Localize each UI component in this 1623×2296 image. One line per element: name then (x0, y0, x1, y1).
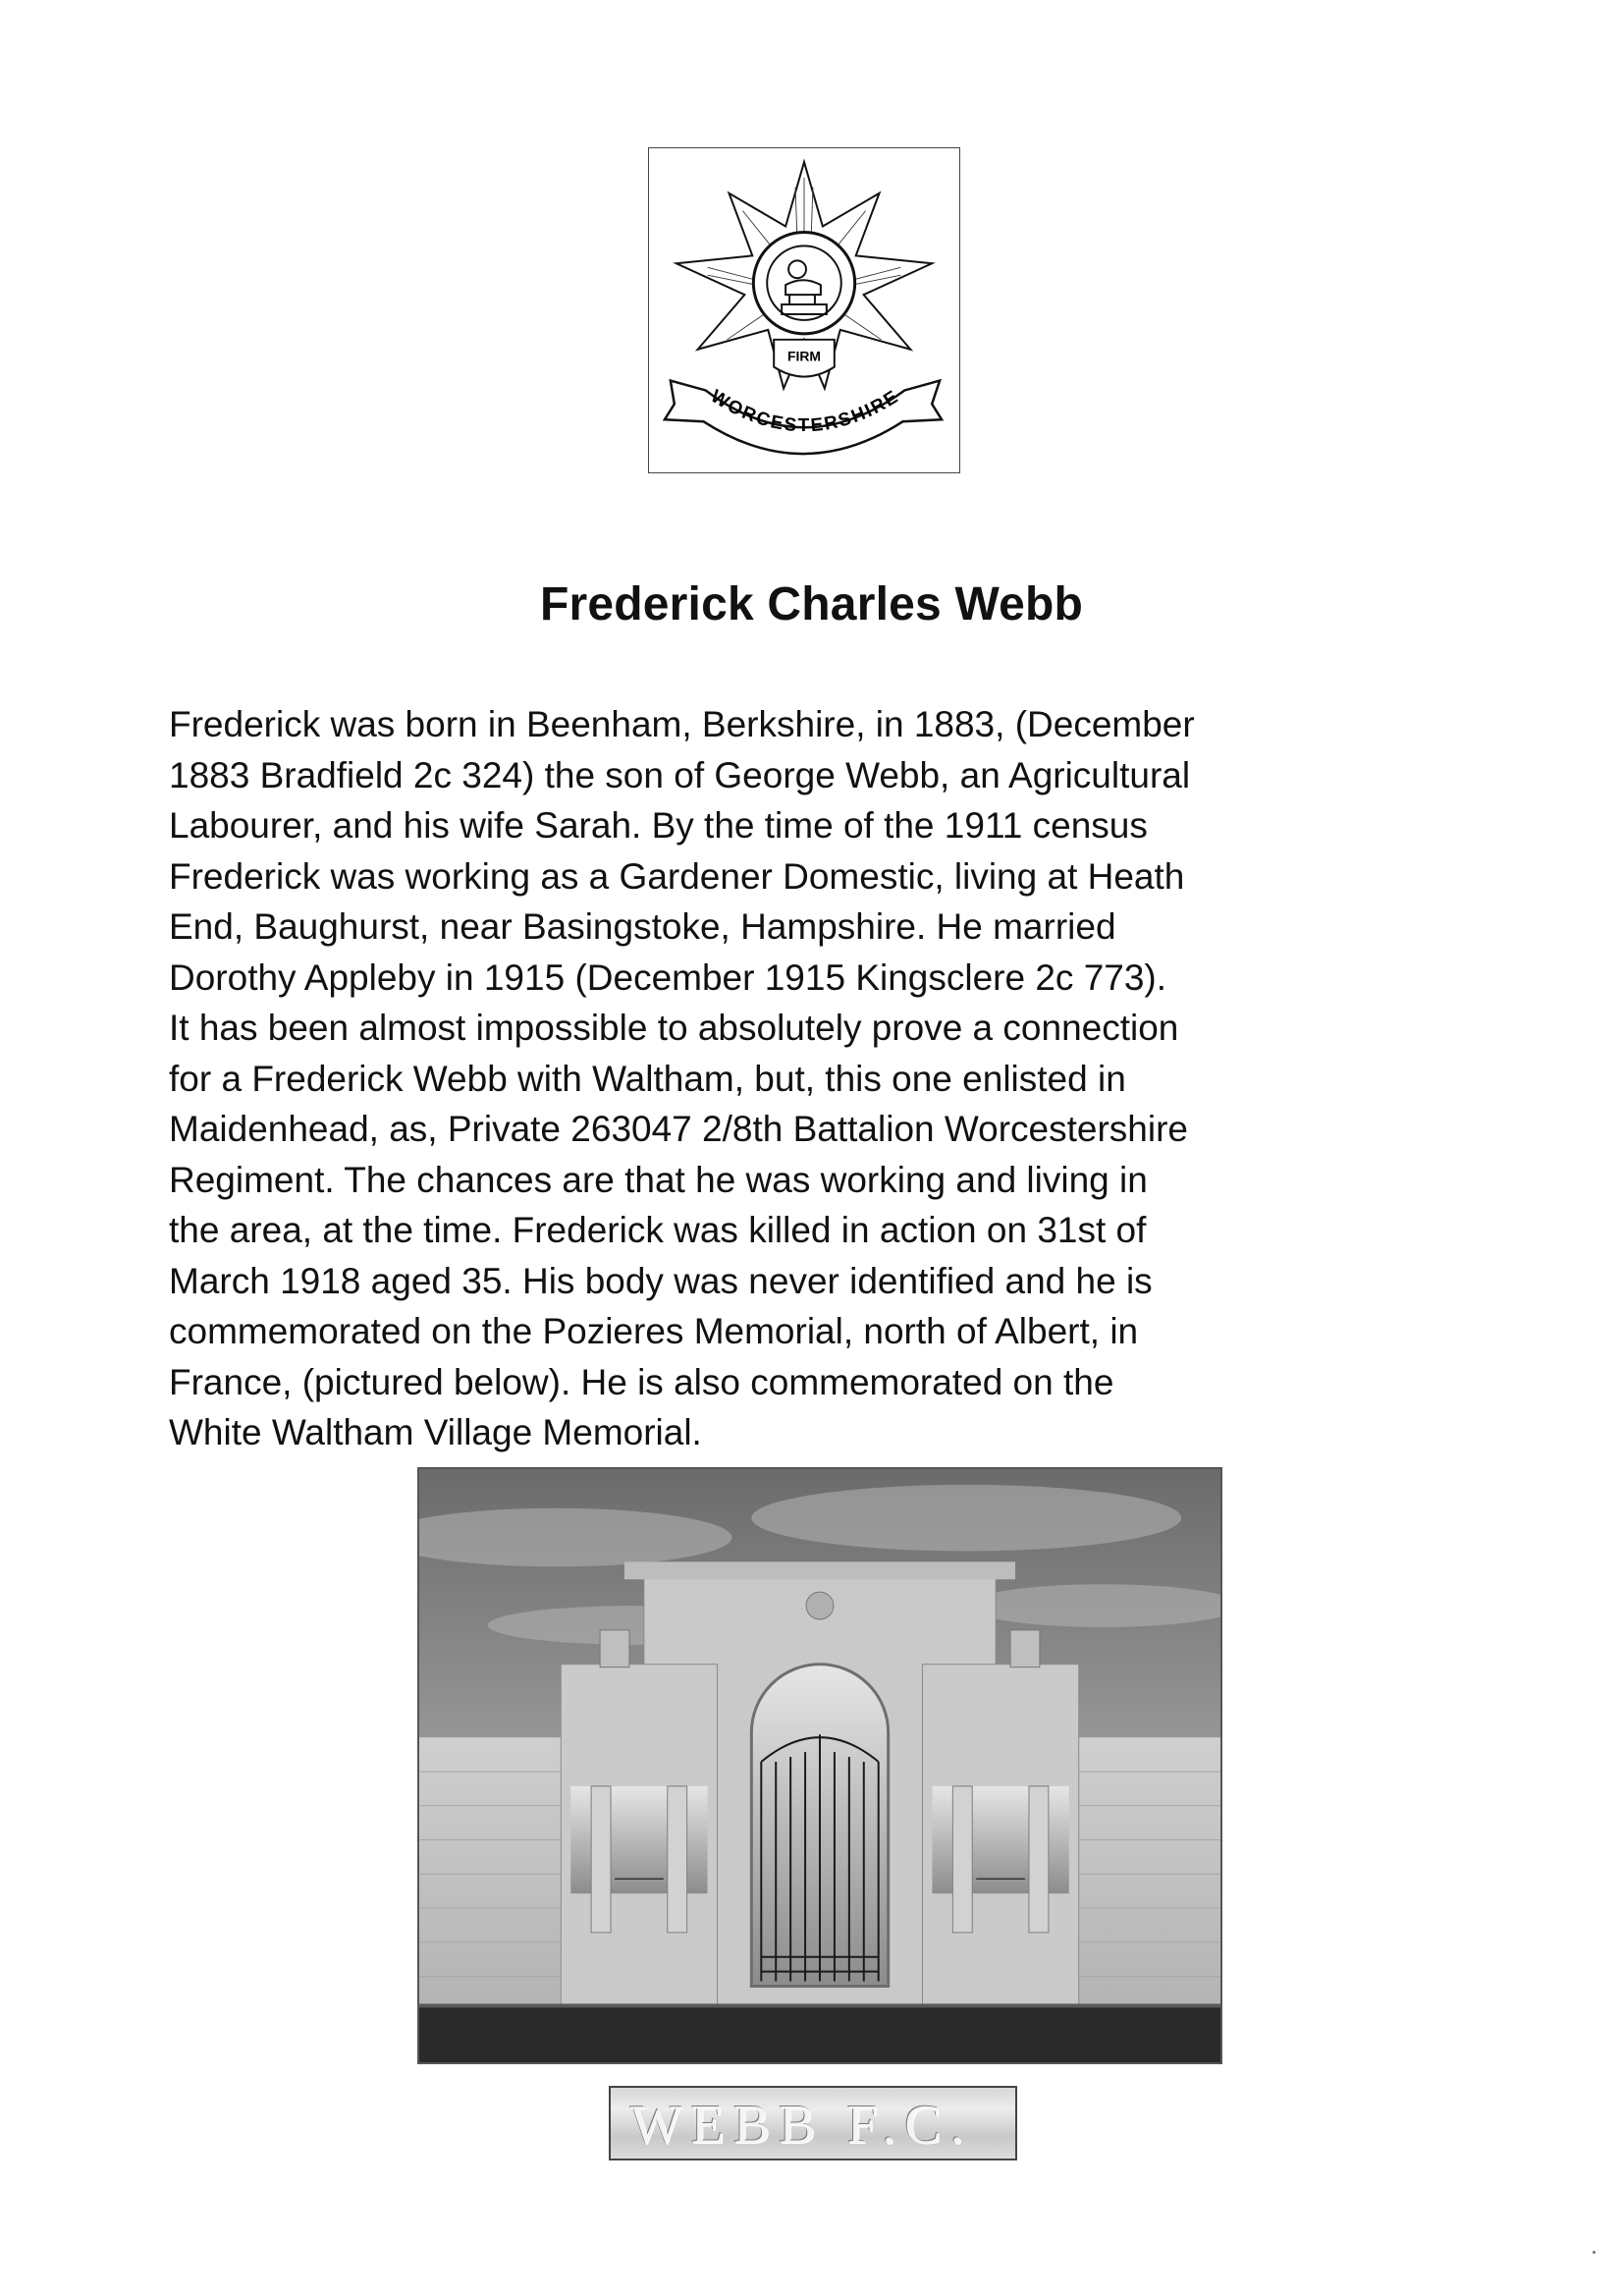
pozieres-memorial-image (419, 1469, 1220, 2062)
bio-line: Regiment. The chances are that he was working and living in (169, 1159, 1148, 1200)
regimental-badge (648, 147, 960, 473)
name-plaque (609, 2086, 1017, 2160)
scroll-label: WORCESTERSHIRE (707, 386, 903, 437)
page-title: Frederick Charles Webb (539, 578, 1084, 630)
bio-line: End, Baughurst, near Basingstoke, Hampshire. He married (169, 906, 1116, 947)
bio-line: 1883 Bradfield 2c 324) the son of George Webb, an Agricultural (169, 754, 1191, 795)
bio-line: White Waltham Village Memorial. (169, 1412, 702, 1452)
bio-line: Maidenhead, as, Private 263047 2/8th Battalion Worcestershire (169, 1109, 1188, 1149)
memorial-photo (417, 1467, 1222, 2064)
plaque-name: WEBB F.C. (630, 2095, 973, 2156)
bio-line: Dorothy Appleby in 1915 (December 1915 Kingsclere 2c 773). (169, 957, 1167, 998)
motto-shield (774, 340, 835, 377)
bio-line: Frederick was working as a Gardener Domestic, living at Heath (169, 855, 1185, 897)
bio-line: It has been almost impossible to absolutely prove a connection (169, 1008, 1179, 1048)
worcestershire-badge-image (649, 148, 959, 472)
bio-line: Frederick was born in Beenham, Berkshire, in 1883, (December (169, 704, 1195, 744)
bio-line: commemorated on the Pozieres Memorial, north of Albert, in (169, 1311, 1139, 1351)
bio-line: for a Frederick Webb with Waltham, but, this one enlisted in (169, 1058, 1126, 1099)
bio-line: France, (pictured below). He is also commemorated on the (169, 1361, 1114, 1402)
bio-line: the area, at the time. Frederick was killed in action on 31st of (169, 1210, 1147, 1250)
scan-speck (1593, 2251, 1596, 2254)
biography (169, 699, 1435, 1458)
bio-line: March 1918 aged 35. His body was never identified and he is (169, 1260, 1153, 1301)
bio-line: Labourer, and his wife Sarah. By the time of the 1911 census (169, 805, 1148, 846)
motto-label: FIRM (787, 348, 821, 364)
